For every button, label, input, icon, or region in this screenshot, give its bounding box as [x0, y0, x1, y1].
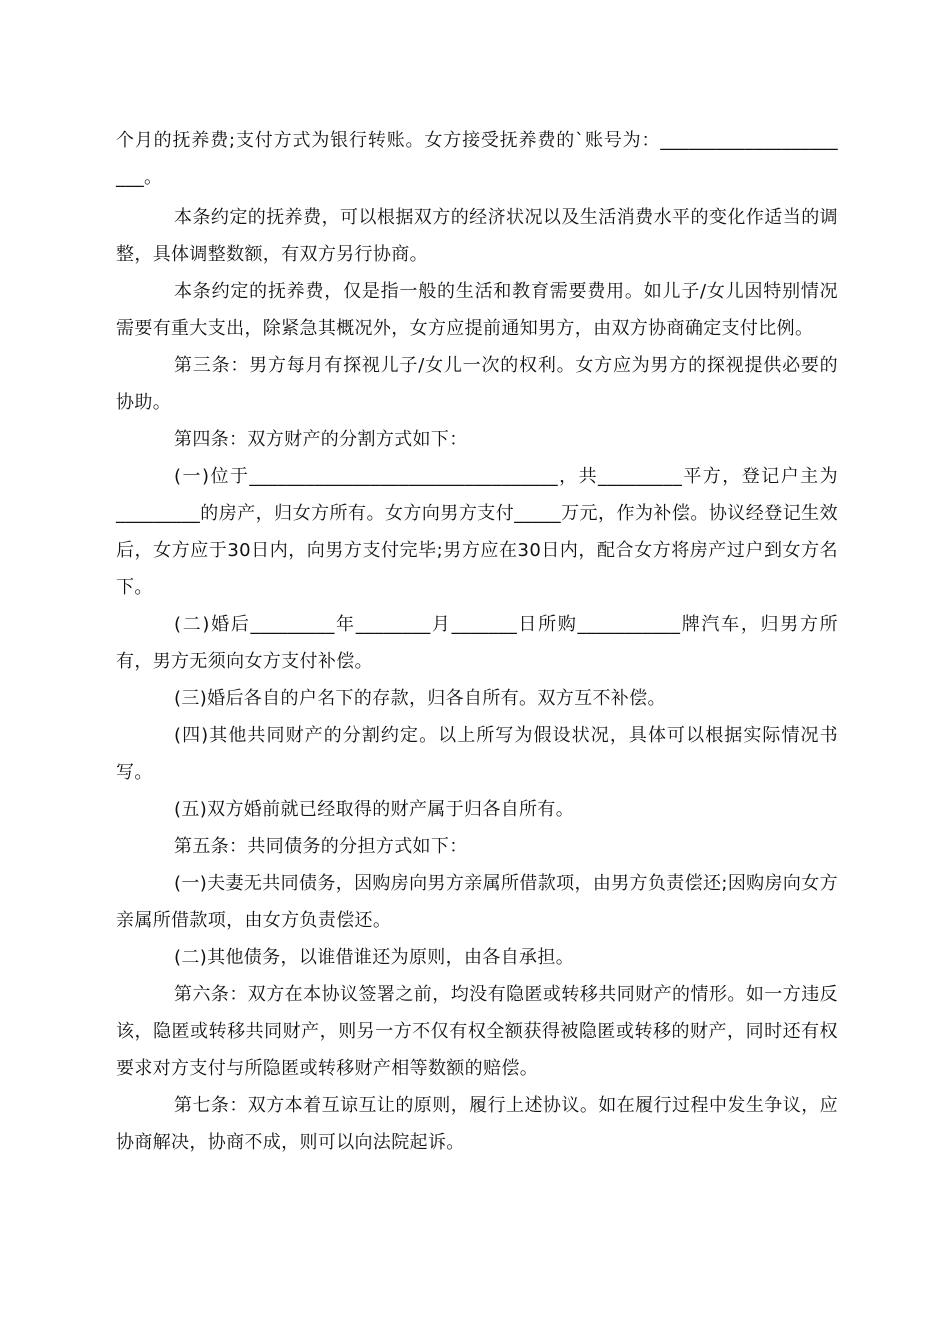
- clause-5-heading: 第五条：共同债务的分担方式如下：: [174, 836, 468, 857]
- clause-5-item-2-other-debts: (二)其他债务，以谁借谁还为原则，由各自承担。: [174, 947, 575, 968]
- clause-7-disputes: 第七条：双方本着互谅互让的原则，履行上述协议。如在履行过程中发生争议，应协商解决，协商不成，则可以向法院起诉。: [116, 1095, 838, 1153]
- clause-4-heading: 第四条：双方财产的分割方式如下：: [174, 429, 468, 450]
- clause-6-concealment: 第六条：双方在本协议签署之前，均没有隐匿或转移共同财产的情形。如一方违反该，隐匿或转移共同财产，则另一方不仅有权全额获得被隐匿或转移的财产，同时还有权要求对方支付与所隐匿或转移财产相等数额的赔偿。: [116, 984, 838, 1079]
- paragraph-alimony-scope: 本条约定的抚养费，仅是指一般的生活和教育需要费用。如儿子/女儿因特别情况需要有重大支出，除紧急其概况外，女方应提前通知男方，由双方协商确定支付比例。: [116, 281, 838, 339]
- clause-3-visitation: 第三条：男方每月有探视儿子/女儿一次的权利。女方应为男方的探视提供必要的协助。: [116, 355, 838, 413]
- clause-4-item-4-other: (四)其他共同财产的分割约定。以上所写为假设状况，具体可以根据实际情况书写。: [116, 725, 838, 783]
- clause-4-item-3-deposits: (三)婚后各自的户名下的存款，归各自所有。双方互不补偿。: [174, 688, 666, 709]
- document-body: [116, 122, 838, 1161]
- clause-4-item-5-premarital: (五)双方婚前就已经取得的财产属于归各自所有。: [174, 799, 575, 820]
- paragraph-alimony-adjustment: 本条约定的抚养费，可以根据双方的经济状况以及生活消费水平的变化作适当的调整，具体调整数额，有双方另行协商。: [116, 207, 838, 265]
- clause-4-item-1-house: (一)位于_________________________________，共_________平方，登记户主为_________的房产，归女方所有。女方向男方支付_____万元，作为补偿。协议经登记生效后，女方应于30日内，向男方支付完毕;男方应在30日内，配合女方将房产过户到女方名下。: [116, 466, 838, 598]
- clause-4-item-2-car: (二)婚后_________年________月_______日所购___________牌汽车，归男方所有，男方无须向女方支付补偿。: [116, 614, 838, 672]
- clause-5-item-1-debts: (一)夫妻无共同债务，因购房向男方亲属所借款项，由男方负责偿还;因购房向女方亲属所借款项，由女方负责偿还。: [116, 873, 838, 931]
- paragraph-account-number: 个月的抚养费;支付方式为银行转账。女方接受抚养费的`账号为：___________________ ___。: [116, 130, 838, 188]
